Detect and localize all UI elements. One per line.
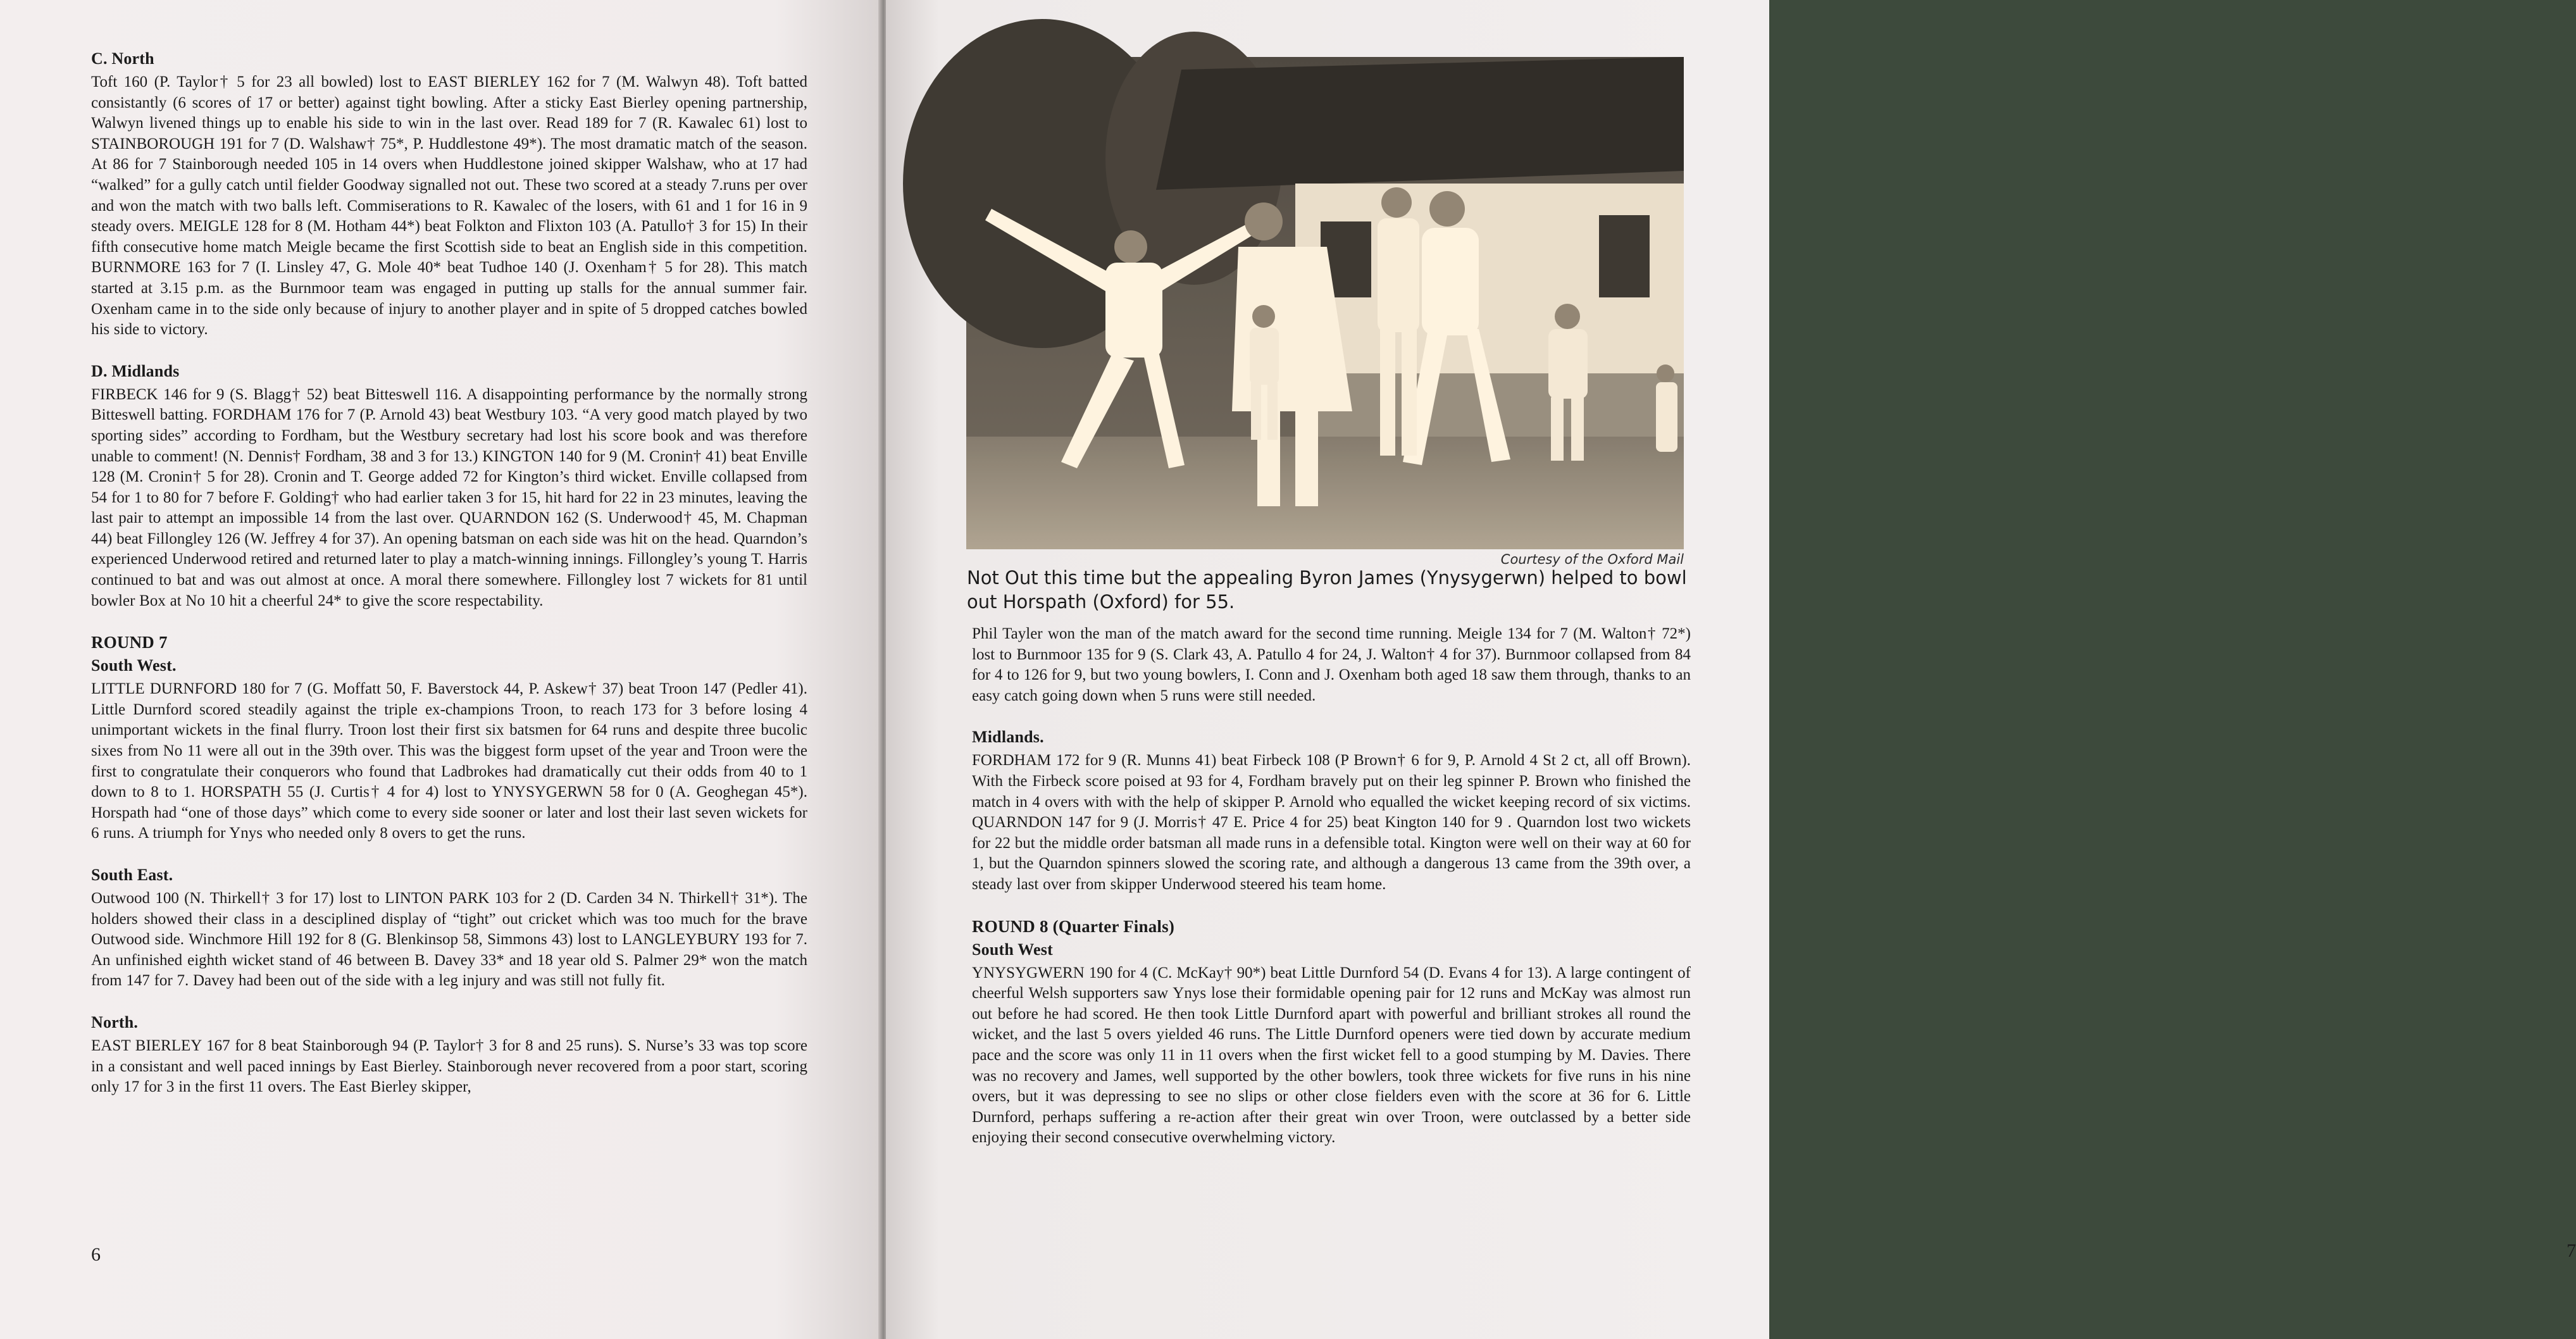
round-heading: ROUND 7 — [91, 633, 168, 652]
section-round8-south-west — [972, 917, 1691, 1149]
section-d-midlands — [91, 362, 807, 612]
round-heading: ROUND 8 (Quarter Finals) — [972, 916, 1175, 936]
section-north — [91, 1013, 807, 1098]
left-page — [0, 0, 881, 1339]
section-midlands — [972, 728, 1691, 895]
photo-credit: Courtesy of the Oxford Mail — [1500, 552, 1684, 567]
section-south-east — [91, 866, 807, 992]
section-text: FORDHAM 172 for 9 (R. Munns 41) beat Firbeck 108 (P Brown† 6 for 9, P. Arnold 4 St 2 ct, all off Brown). With the Firbeck score poised at 93 for 4, Fordham bravely put on their leg spinner P. Brown who finished the match in 4 overs with with the help of skipper P. Arnold who equalled the wicket keeping record of six victims. QUARNDON 147 for 9 (J. Morris† 47 E. Price 4 for 25) beat Kington 140 for 9 . Quarndon lost two wickets for 22 but the middle order batsman all made runs in a defensible total. Kington were well on their way at 60 for 1, but the Quarndon spinners slowed the scoring rate, and although a dangerous 13 came from the 39th over, a steady last over from skipper Underwood steered his team home. — [972, 752, 1691, 893]
section-round7-south-west — [91, 633, 807, 844]
section-c-north — [91, 49, 807, 340]
section-text: LITTLE DURNFORD 180 for 7 (G. Moffatt 50, F. Baverstock 44, P. Askew† 37) beat Troon 147 (Pedler 41). Little Durnford scored steadily against the triple ex-champions Troon, to reach 173 for 3 before losing 4 unimportant wickets in the final flurry. Troon lost their first six batsmen for 64 runs and despite three bucolic sixes from No 11 were all out in the 39th over. This was the biggest form upset of the year and Troon were the first to congratulate their conquerors who found that Ladbrokes had dramatically cut their odds from 40 to 1 down to 8 to 1. HORSPATH 55 (J. Curtis† 4 for 4) lost to YNYSYGERWN 58 for 0 (A. Geoghegan 45*). Horspath had “one of those days” which come to every side sooner or later and lost their last seven wickets for 6 runs. A triumph for Ynys who needed only 8 overs to get the runs. — [91, 680, 807, 842]
section-heading: South East. — [91, 866, 173, 884]
photo-caption: Not Out this time but the appealing Byron James (Ynysygerwn) helped to bowl out Horspath (Oxford) for 55. — [967, 567, 1687, 613]
right-page — [886, 0, 2576, 1339]
section-heading: D. Midlands — [91, 361, 180, 380]
section-heading: C. North — [91, 49, 154, 68]
section-heading: South West. — [91, 656, 177, 675]
section-text: FIRBECK 146 for 9 (S. Blagg† 52) beat Bitteswell 116. A disappointing performance by the normally strong Bitteswell batting. FORDHAM 176 for 7 (P. Arnold 43) beat Westbury 103. “A very good match played by two sporting sides” according to Fordham, but the Westbury secretary had lost his score book and was therefore unable to comment! (N. Dennis† Fordham, 38 and 3 for 13.) KINGTON 140 for 9 (M. Cronin† 41) beat Enville 128 (M. Cronin† 5 for 28). Cronin and T. George added 72 for Kington’s third wicket. Enville collapsed from 54 for 1 to 80 for 7 before F. Golding† who had earlier taken 3 for 15, hit hard for 22 in 23 minutes, leaving the last pair to attempt an impossible 14 from the last over. QUARNDON 162 (S. Underwood† 45, M. Chapman 44) beat Fillongley 126 (W. Jeffrey 4 for 37). An opening batsman on each side was hit on the head. Quarndon’s experienced Underwood retired and returned later to play a match-winning innings. Fillongley’s young T. Harris continued to bat and was out almost at once. A moral there somewhere. Fillongley lost 7 wickets for 81 until bowler Box at No 10 hit a cheerful 24* to give the score respectability. — [91, 385, 807, 609]
section-heading: Midlands. — [972, 728, 1044, 747]
section-heading: South West — [972, 940, 1053, 959]
section-heading: North. — [91, 1012, 139, 1031]
section-text: Outwood 100 (N. Thirkell† 3 for 17) lost to LINTON PARK 103 for 2 (D. Carden 34 N. Thirkell† 31*). The holders showed their class in a desciplined display of “tight” out cricket which was too much for the brave Outwood side. Winchmore Hill 192 for 8 (G. Blenkinsop 58, Simmons 43) lost to LANGLEYBURY 193 for 7. An unfinished eighth wicket stand of 46 between B. Davey 33* and 18 year old S. Palmer 29* won the match from 147 for 7. Davey had been out of the side with a leg injury and was still not fully fit. — [91, 890, 807, 990]
cricket-photo — [966, 57, 1684, 549]
right-column — [972, 624, 1691, 1156]
section-text: EAST BIERLEY 167 for 8 beat Stainborough 94 (P. Taylor† 3 for 8 and 25 runs). S. Nurse’s 33 was top score in a consistant and well paced innings by East Bierley. Stainborough never recovered from a poor start, scoring only 17 for 3 in the first 11 overs. The East Bierley skipper, — [91, 1037, 807, 1096]
section-text: YNYSYGWERN 190 for 4 (C. McKay† 90*) beat Little Durnford 54 (D. Evans 4 for 13). A large contingent of cheerful Welsh supporters saw Ynys lose their formidable opening pair for 12 runs and McKay was almost run out before he had scored. He then took Little Durnford apart with powerful and brilliant strokes all round the wicket, and the last 5 overs yielded 46 runs. The Little Durnford openers were tied down by accurate medium pace and the score was only 11 in 11 overs when the first wicket fell to a good stumping by M. Davies. There was no recovery and James, well supported by the other bowlers, took three wickets for five runs in his nine overs, but it was depressing to see no slips or other close fielders even with the score at 36 for 6. Little Durnford, perhaps suffering a re-action after their great win over Troon, were outclassed by a better side enjoying their second consecutive overwhelming victory. — [972, 964, 1691, 1147]
section-continued — [972, 624, 1691, 706]
section-text: Phil Tayler won the man of the match award for the second time running. Meigle 134 for 7 (M. Walton† 72*) lost to Burnmoor 135 for 9 (S. Clark 43, A. Patullo 4 for 24, J. Walton† 4 for 37). Burnmoor collapsed from 84 for 4 to 126 for 9, but two young bowlers, I. Conn and J. Oxenham both aged 18 saw them through, thanks to an easy catch going down when 5 runs were still needed. — [972, 625, 1691, 704]
page-number: 6 — [91, 1244, 101, 1265]
left-column — [91, 49, 807, 1105]
section-text: Toft 160 (P. Taylor† 5 for 23 all bowled) lost to EAST BIERLEY 162 for 7 (M. Walwyn 48). Toft batted consistantly (6 scores of 17 or better) against tight bowling. After a sticky East Bierley opening partnership, Walwyn livened things up to enable his side to win in the last over. Read 189 for 7 (R. Kawalec 61) lost to STAINBOROUGH 191 for 7 (D. Walshaw† 75*, P. Huddlestone 49*). The most dramatic match of the season. At 86 for 7 Stainborough needed 105 in 14 overs when Huddlestone joined skipper Walshaw, who at 17 had “walked” for a gully catch until fielder Goodway signalled not out. These two scored at a steady 7.runs per over and won the match with two balls left. Commiserations to R. Kawalec of the losers, with 61 and 1 for 16 in 9 steady overs. MEIGLE 128 for 8 (M. Hotham 44*) beat Folkton and Flixton 103 (A. Patullo† 3 for 15) In their fifth consecutive home match Meigle became the first Scottish side to beat an English side in this competition. BURNMORE 163 for 7 (I. Linsley 47, G. Mole 40* beat Tudhoe 140 (J. Oxenham† 5 for 28). This match started at 3.15 p.m. as the Burnmoor team was engaged in putting up stalls for the annual summer fair. Oxenham came in to the side only because of injury to another player and in spite of 5 dropped catches bowled his side to victory. — [91, 73, 807, 339]
page-number: 7 — [2567, 1240, 2576, 1261]
